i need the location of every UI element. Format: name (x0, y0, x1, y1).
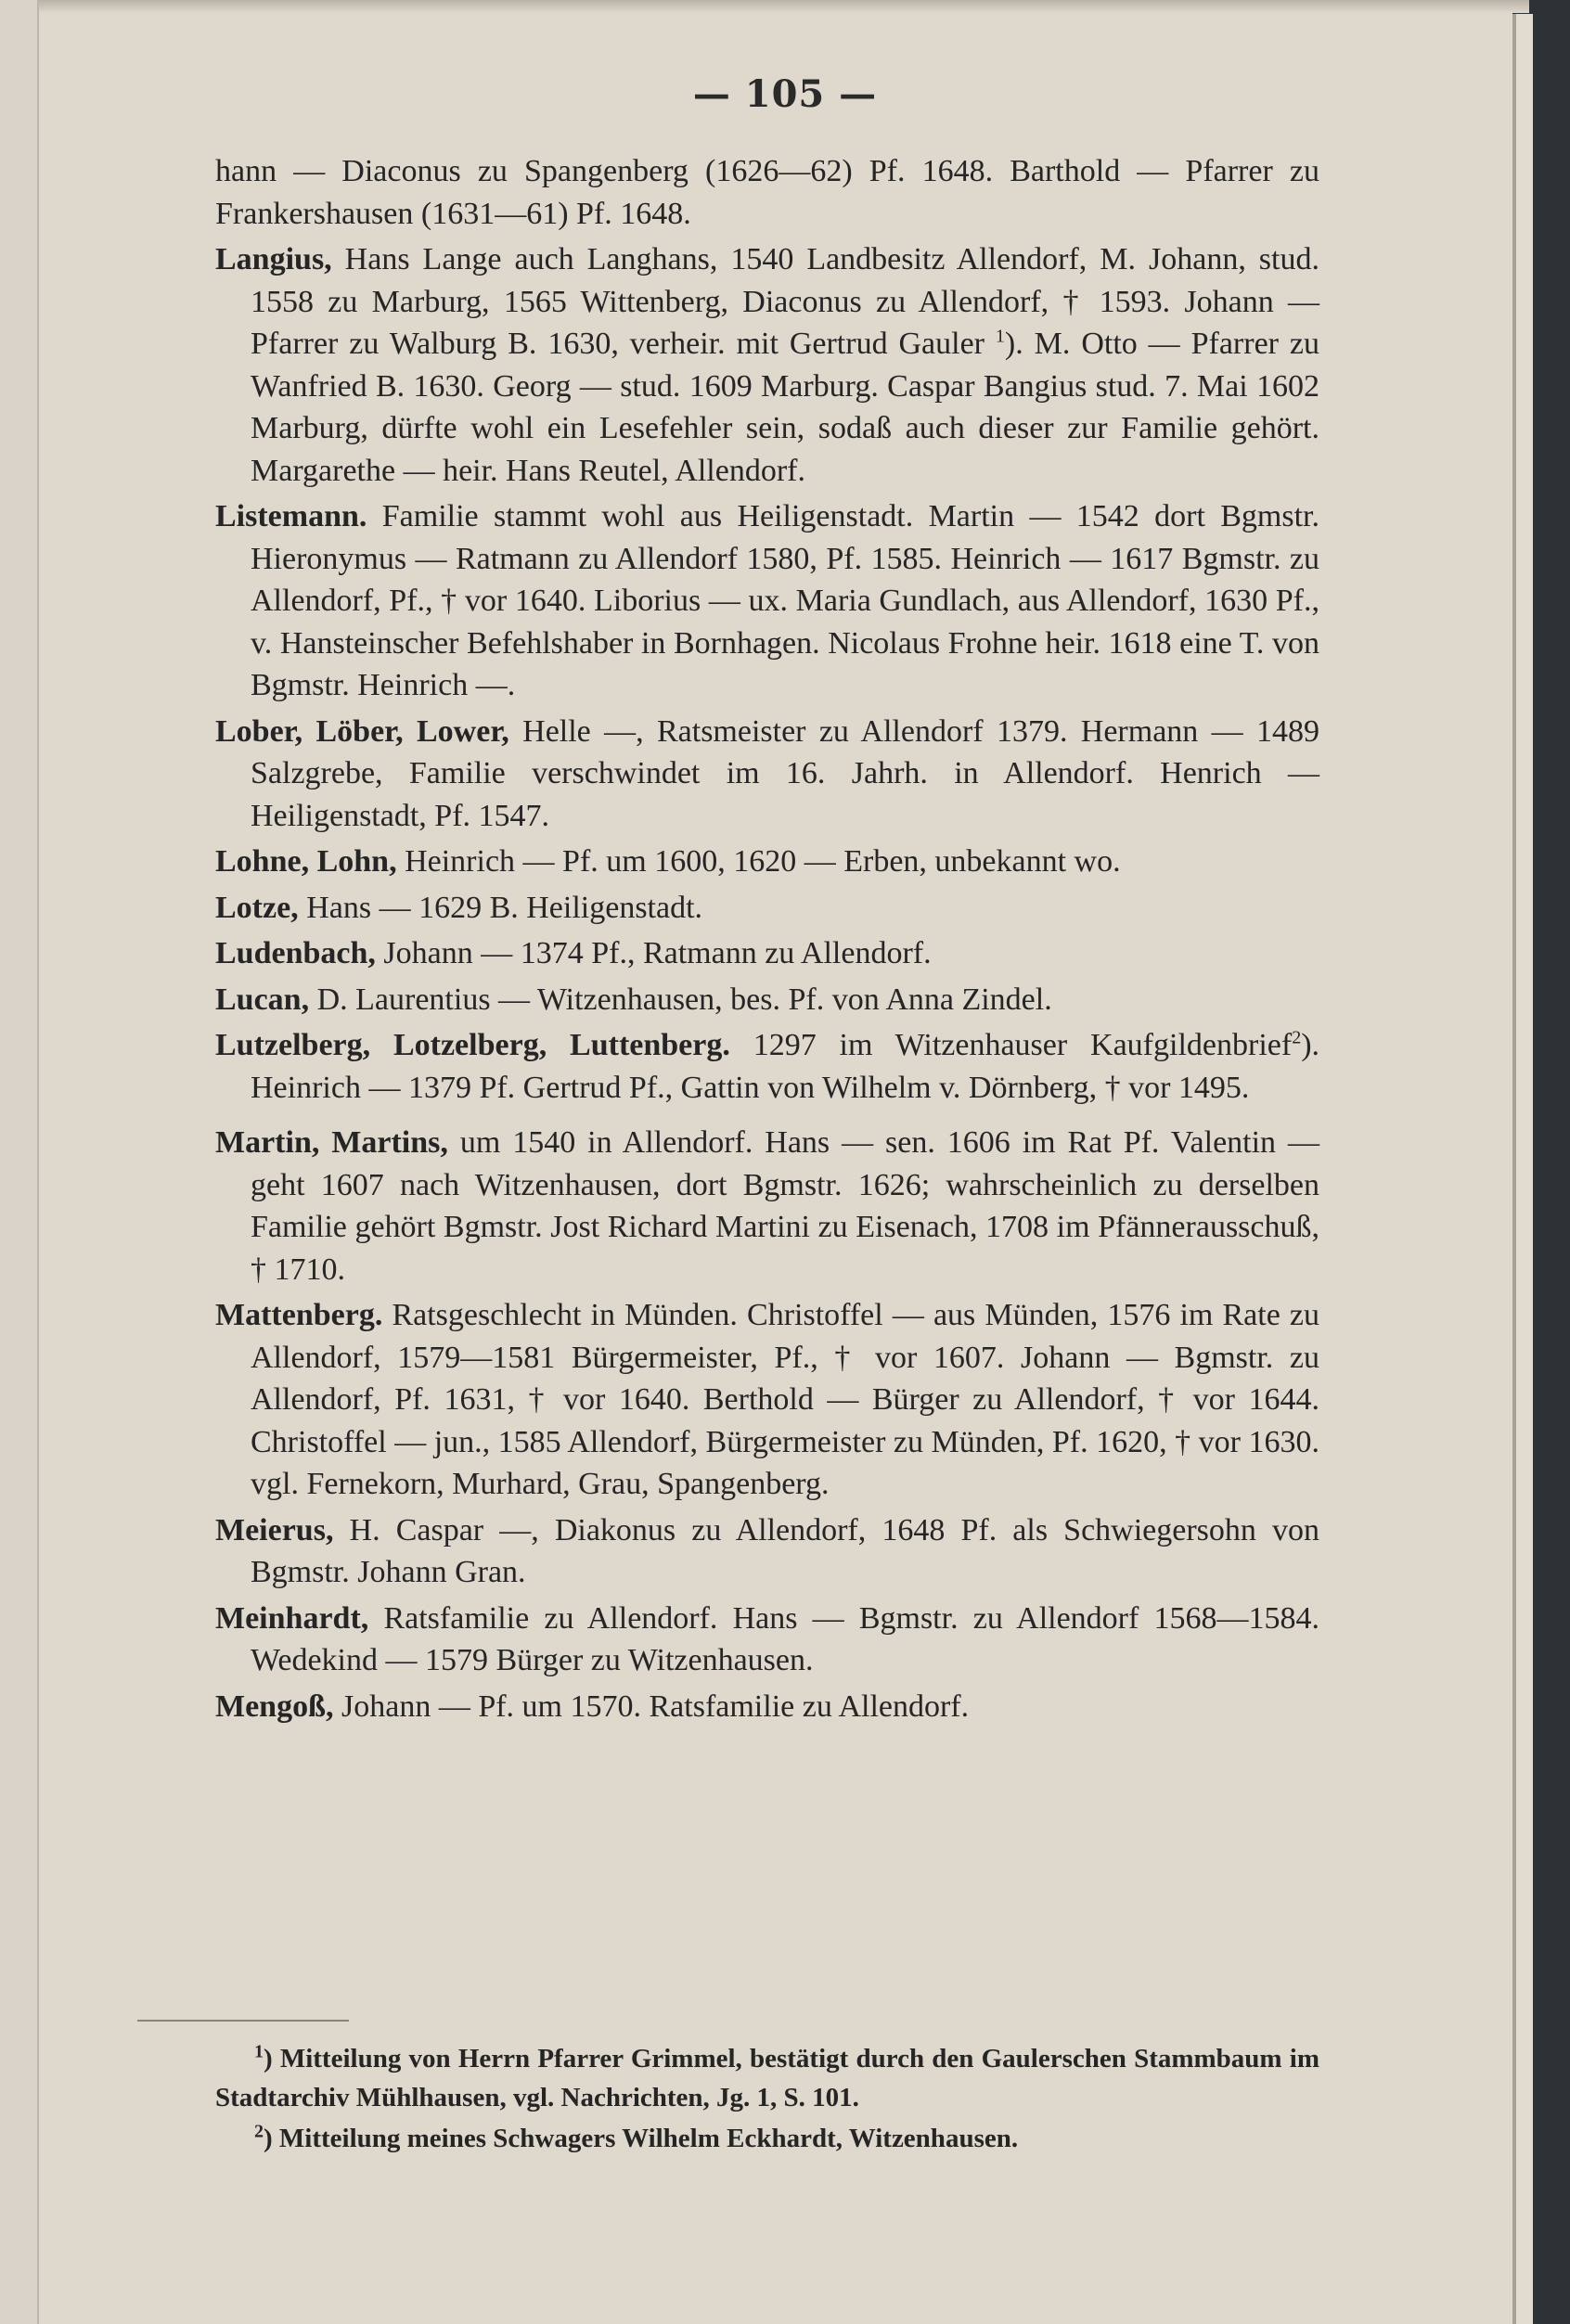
entry-text: 1297 im Witzenhauser Kaufgildenbrief (729, 1028, 1293, 1062)
entry-lutzelberg (215, 1024, 1319, 1109)
page-number: — 105 — (692, 72, 878, 116)
entry-head: Lutzelberg, Lotzelberg, Luttenberg. (215, 1028, 730, 1062)
entry-continuation (215, 150, 1319, 235)
page-stack-edge (1512, 14, 1533, 2324)
entry-meinhardt (215, 1598, 1319, 1682)
entry-langius (215, 238, 1319, 492)
entry-text: Hans — 1629 B. Heiligenstadt. (298, 890, 703, 925)
entry-head: Lohne, Lohn, (215, 844, 397, 879)
entry-text: Ratsfamilie zu Allendorf. Hans — Bgmstr. zu Allendorf 1568—1584. Wedekind — 1579 Bürger zu Witzenhausen. (251, 1600, 1319, 1677)
footnote-text: ) Mitteilung von Herrn Pfarrer Grimmel, bestätigt durch den Gaulerschen Stammbaum im Stadtarchiv Mühlhausen, vgl. Nachrichten, Jg. 1, S. 101. (215, 2044, 1319, 2112)
entry-text: ). Heinrich — 1379 Pf. Gertrud Pf., Gattin von Wilhelm v. Dörnberg, † vor 1495. (251, 1028, 1320, 1105)
entry-text: um 1540 in Allendorf. Hans — sen. 1606 im Rat Pf. Valentin — geht 1607 nach Witzenhausen, dort Bgmstr. 1626; wahrscheinlich zu derselben Familie gehört Bgmstr. Jost Richard Martini zu Eisenach, 1708 im Pfännerausschuß, † 1710. (251, 1125, 1319, 1287)
entry-text: Ratsgeschlecht in Münden. Christoffel — aus Münden, 1576 im Rate zu Allendorf, 1579—1581 Bürgermeister, Pf., † vor 1607. Johann — Bgmstr. zu Allendorf, Pf. 1631, † vor 1640. Berthold — Bürger zu Allendorf, † vor 1644. Christoffel — jun., 1585 Allendorf, Bürgermeister zu Münden, Pf. 1620, † vor 1630. vgl. Fernekorn, Murhard, Grau, Spangenberg. (251, 1298, 1319, 1501)
footnote-ref[interactable]: 1 (995, 326, 1005, 347)
entry-head: Ludenbach, (215, 936, 376, 970)
entry-lucan (215, 979, 1319, 1021)
footnote-mark: 2 (254, 2121, 264, 2142)
entry-lohne (215, 841, 1319, 883)
entry-head: Lotze, (215, 890, 299, 925)
entry-text: ). M. Otto — Pfarrer zu Wanfried B. 1630. Georg — stud. 1609 Marburg. Caspar Bangius stud. 7. Mai 1602 Marburg, dürfte wohl ein Lesefehler sein, sodaß auch dieser zur Familie gehört. Margarethe — heir. Hans Reutel, Allendorf. (251, 327, 1319, 488)
entry-text: hann — Diaconus zu Spangenberg (1626—62) Pf. 1648. Barthold — Pfarrer zu Frankershausen (1631—61) Pf. 1648. (215, 154, 1319, 231)
footnotes (215, 2039, 1319, 2158)
page-top-shadow (39, 0, 1529, 13)
entry-ludenbach (215, 932, 1319, 975)
entry-meierus (215, 1509, 1319, 1594)
entry-mattenberg (215, 1294, 1319, 1506)
entry-head: Meinhardt, (215, 1600, 369, 1636)
register-entries (215, 150, 1319, 1731)
entry-text: Hans Lange auch Langhans, 1540 Landbesitz Allendorf, M. Johann, stud. 1558 zu Marburg, 1565 Wittenberg, Diaconus zu Allendorf, † 1593. Johann — Pfarrer zu Walburg B. 1630, verheir. mit Gertrud Gauler (251, 242, 1319, 361)
entry-head: Martin, Martins, (215, 1125, 448, 1160)
entry-martin (215, 1122, 1319, 1290)
entry-text: Johann — Pf. um 1570. Ratsfamilie zu Allendorf. (333, 1688, 970, 1724)
entry-mengoss (215, 1686, 1319, 1728)
footnote-mark: 1 (254, 2041, 264, 2062)
adjacent-page-edge (0, 0, 39, 2324)
entry-text: Johann — 1374 Pf., Ratmann zu Allendorf. (375, 936, 932, 970)
entry-lotze (215, 887, 1319, 930)
entry-text: Familie stammt wohl aus Heiligenstadt. Martin — 1542 dort Bgmstr. Hieronymus — Ratmann zu Allendorf 1580, Pf. 1585. Heinrich — 1617 Bgmstr. zu Allendorf, Pf., † vor 1640. Liborius — ux. Maria Gundlach, aus Allendorf, 1630 Pf., v. Hansteinscher Befehlshaber in Bornhagen. Nicolaus Frohne heir. 1618 eine T. von Bgmstr. Heinrich —. (251, 499, 1319, 702)
entry-head: Langius, (215, 242, 332, 276)
entry-head: Mengoß, (215, 1688, 334, 1724)
entry-head: Mattenberg. (215, 1298, 383, 1332)
entry-head: Lober, Löber, Lower, (215, 713, 509, 749)
entry-head: Listemann. (215, 499, 367, 533)
footnote-2 (215, 2119, 1319, 2158)
footnote-text: ) Mitteilung meines Schwagers Wilhelm Eckhardt, Witzenhausen. (264, 2124, 1019, 2153)
entry-text: Helle —, Ratsmeister zu Allendorf 1379. Hermann — 1489 Salzgrebe, Familie verschwindet im 16. Jahrh. in Allendorf. Henrich — Heiligenstadt, Pf. 1547. (251, 713, 1319, 833)
footnote-1 (215, 2039, 1319, 2117)
entry-head: Lucan, (215, 982, 310, 1017)
entry-text: D. Laurentius — Witzenhausen, bes. Pf. von Anna Zindel. (309, 982, 1052, 1017)
entry-listemann (215, 495, 1319, 707)
entry-lober (215, 711, 1319, 838)
entry-head: Meierus, (215, 1512, 334, 1547)
entry-text: H. Caspar —, Diakonus zu Allendorf, 1648 Pf. als Schwiegersohn von Bgmstr. Johann Gran. (251, 1512, 1319, 1589)
entry-text: Heinrich — Pf. um 1600, 1620 — Erben, unbekannt wo. (396, 844, 1121, 879)
footnote-divider (137, 2020, 349, 2022)
footnote-ref[interactable]: 2 (1292, 1027, 1302, 1048)
